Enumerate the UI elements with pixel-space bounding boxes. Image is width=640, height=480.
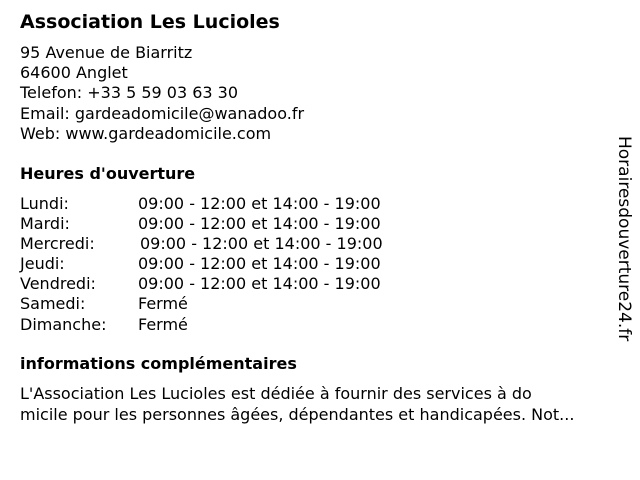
day-hours: Fermé <box>138 314 188 334</box>
day-label: Mardi: <box>20 214 70 234</box>
additional-info-heading: informations complémentaires <box>20 354 297 373</box>
day-label: Samedi: <box>20 294 86 314</box>
day-label: Vendredi: <box>20 274 96 294</box>
phone-number[interactable]: Telefon: +33 5 59 03 63 30 <box>20 83 239 103</box>
day-hours: 09:00 - 12:00 et 14:00 - 19:00 <box>138 274 381 294</box>
website-link[interactable]: Web: www.gardeadomicile.com <box>20 123 272 143</box>
description-text <box>20 384 620 425</box>
day-label: Dimanche: <box>20 314 107 334</box>
day-hours: 09:00 - 12:00 et 14:00 - 19:00 <box>138 194 381 213</box>
address-city: 64600 Anglet <box>20 63 128 83</box>
day-hours: 09:00 - 12:00 et 14:00 - 19:00 <box>140 234 383 254</box>
opening-hours-heading: Heures d'ouverture <box>20 164 196 183</box>
day-hours: 09:00 - 12:00 et 14:00 - 19:00 <box>138 254 381 274</box>
contact-info <box>20 43 304 144</box>
address-street: 95 Avenue de Biarritz <box>20 43 193 62</box>
description-line: micile pour les personnes âgées, dépendantes et handicapées. Not... <box>20 404 575 424</box>
day-label: Mercredi: <box>20 234 95 254</box>
site-watermark: Horairesdouverture24.fr <box>614 136 634 342</box>
day-hours: Fermé <box>138 294 188 314</box>
day-label: Lundi: <box>20 194 69 213</box>
description-line: L'Association Les Lucioles est dédiée à fournir des services à do <box>20 384 532 403</box>
business-name: Association Les Lucioles <box>20 11 280 33</box>
day-label: Jeudi: <box>20 254 65 274</box>
day-hours: 09:00 - 12:00 et 14:00 - 19:00 <box>138 214 381 234</box>
email-address[interactable]: Email: gardeadomicile@wanadoo.fr <box>20 103 305 123</box>
